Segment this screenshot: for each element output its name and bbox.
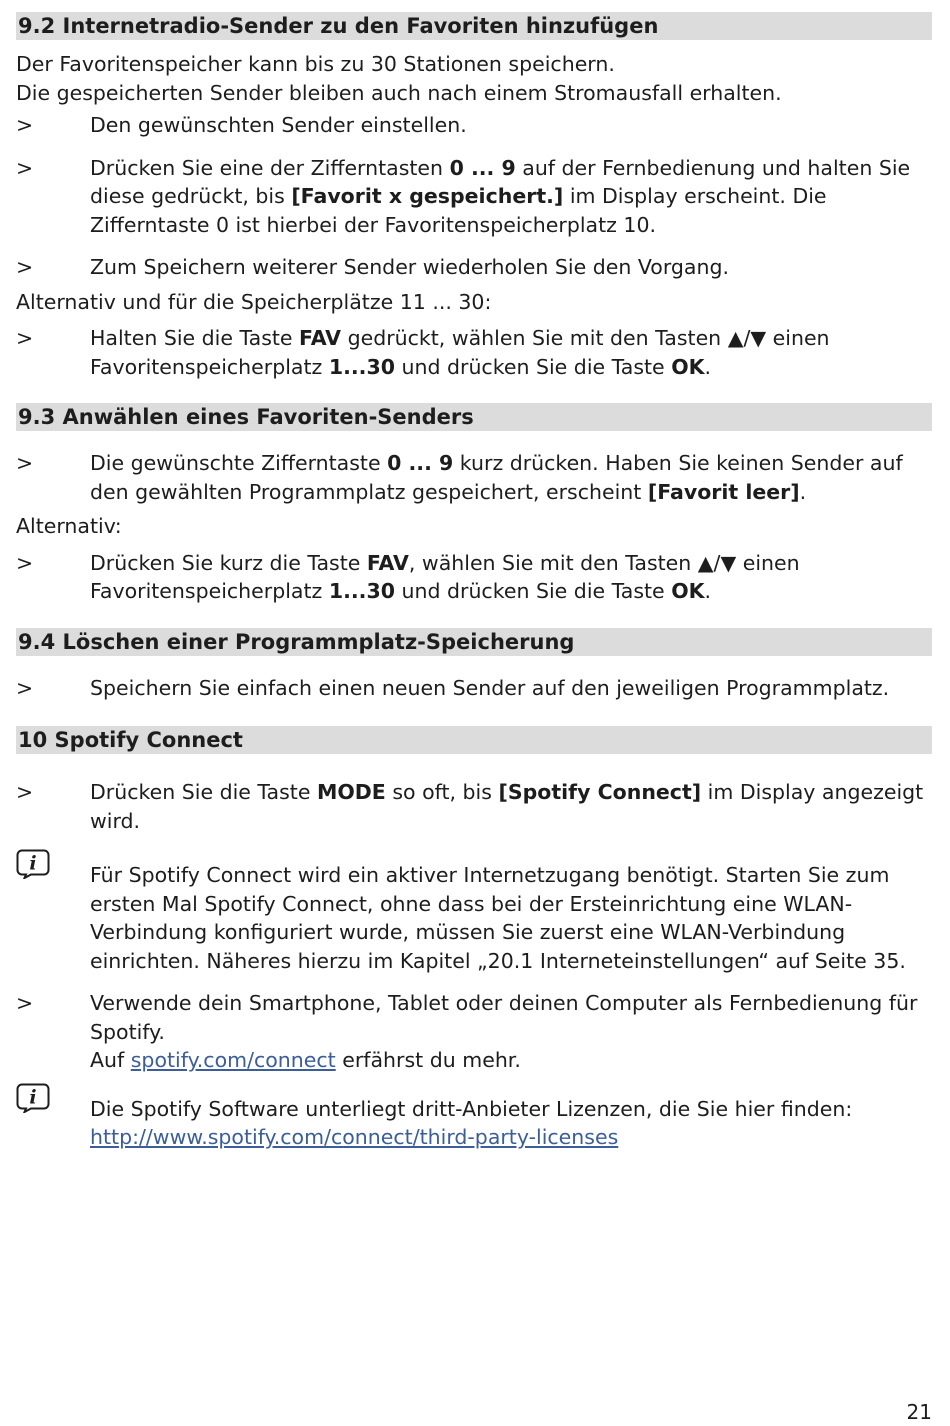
list-item <box>16 989 932 1075</box>
info-icon <box>16 849 50 879</box>
manual-page <box>16 12 932 1152</box>
list-item-text: Drücken Sie eine der Zifferntasten 0 ... 9 auf der Fernbedienung und halten Sie diese gedrückt, bis [Favorit x gespeichert.] im Display erscheint. Die Zifferntaste 0 ist hierbei der Favoritenspeicherplatz 10. <box>90 155 911 237</box>
list-item <box>16 324 932 381</box>
list-item-text: Den gewünschten Sender einstellen. <box>90 113 467 137</box>
info-text: Die Spotify Software unterliegt dritt-Anbieter Lizenzen, die Sie hier finden: http://www.spotify.com/connect/third-party-licenses <box>90 1096 853 1149</box>
section-heading-9-4: 9.4 Löschen einer Programmplatz-Speicherung <box>16 628 932 656</box>
bullet: > <box>16 451 34 475</box>
bullet: > <box>16 675 34 700</box>
spotify-connect-link[interactable]: spotify.com/connect <box>130 1048 336 1072</box>
paragraph: Alternativ und für die Speicherplätze 11 ... 30: <box>16 289 492 314</box>
bullet: > <box>16 550 34 575</box>
section-heading-9-2: 9.2 Internetradio-Sender zu den Favoriten hinzufügen <box>16 12 932 40</box>
list-item-text: Zum Speichern weiterer Sender wiederholen Sie den Vorgang. <box>90 255 729 279</box>
bullet: > <box>16 991 34 1015</box>
page-number: 21 <box>906 1400 932 1424</box>
section-heading-9-3: 9.3 Anwählen eines Favoriten-Senders <box>16 403 932 431</box>
list-item-text: Die gewünschte Zifferntaste 0 ... 9 kurz drücken. Haben Sie keinen Sender auf den gewählten Programmplatz gespeichert, erscheint [Favorit leer]. <box>90 451 903 504</box>
list-item <box>16 778 932 835</box>
bullet: > <box>16 113 34 137</box>
list-item-text: Drücken Sie kurz die Taste FAV, wählen Sie mit den Tasten ▲/▼ einen Favoritenspeicherplatz 1...30 und drücken Sie die Taste OK. <box>90 550 800 603</box>
list-item <box>16 111 932 140</box>
bullet: > <box>16 780 34 804</box>
list-item <box>16 449 932 506</box>
paragraph: Alternativ: <box>16 514 122 538</box>
list-item <box>16 154 932 240</box>
paragraph: Die gespeicherten Sender bleiben auch nach einem Stromausfall erhalten. <box>16 80 782 105</box>
bullet: > <box>16 326 34 350</box>
list-item <box>16 549 932 606</box>
third-party-licenses-link[interactable]: http://www.spotify.com/connect/third-party-licenses <box>90 1125 619 1149</box>
info-text: Für Spotify Connect wird ein aktiver Internetzugang benötigt. Starten Sie zum ersten Mal Spotify Connect, ohne dass bei der Ersteinrichtung eine WLAN-Verbindung konfiguriert wurde, müssen Sie zuerst eine WLAN-Verbindung einrichten. Näheres hierzu im Kapitel „20.1 Interneteinstellungen“ auf Seite 35. <box>90 863 906 973</box>
list-item-text: Drücken Sie die Taste MODE so oft, bis [Spotify Connect] im Display angezeigt wird. <box>90 780 924 833</box>
list-item-text: Speichern Sie einfach einen neuen Sender auf den jeweiligen Programmplatz. <box>90 675 890 700</box>
info-note <box>16 849 932 975</box>
bullet: > <box>16 255 34 279</box>
paragraph: Der Favoritenspeicher kann bis zu 30 Stationen speichern. <box>16 52 615 76</box>
info-note <box>16 1083 932 1152</box>
info-icon <box>16 1083 50 1113</box>
list-item-text: Halten Sie die Taste FAV gedrückt, wählen Sie mit den Tasten ▲/▼ einen Favoritenspeicherplatz 1...30 und drücken Sie die Taste OK. <box>90 326 830 379</box>
section-heading-10: 10 Spotify Connect <box>16 726 932 754</box>
list-item <box>16 253 932 282</box>
svg-text:i: i <box>29 1086 37 1108</box>
svg-text:i: i <box>29 852 37 875</box>
list-item <box>16 674 932 703</box>
list-item-text: Verwende dein Smartphone, Tablet oder deinen Computer als Fernbedienung für Spotify. Auf spotify.com/connect erfährst du mehr. <box>90 991 918 1072</box>
bullet: > <box>16 155 34 180</box>
